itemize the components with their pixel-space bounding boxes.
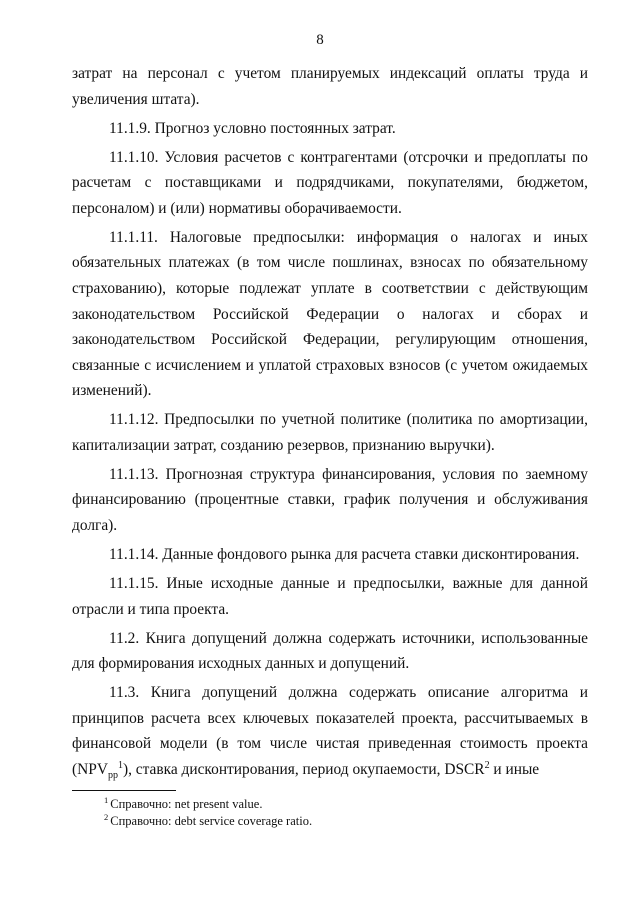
paragraph-11-1-9: 11.1.9. Прогноз условно постоянных затрат. — [109, 119, 396, 137]
paragraph-11-3-text-middle: ), ставка дисконтирования, период окупаемости, — [122, 760, 445, 778]
paragraph-11-3-text-start: 11.3. Книга допущений должна содержать описание алгоритма и принципов расчета всех ключевых показателей проекта, рассчитываемых в финансовой модели (в том числе чистая приведенная стоимость проекта ( — [72, 684, 588, 778]
footnote-ref-2[interactable]: 2 — [484, 759, 490, 771]
paragraph-11-2: 11.2. Книга допущений должна содержать источники, использованные для формирования исходных данных и допущений. — [72, 629, 588, 673]
dscr-abbreviation: DSCR — [444, 760, 485, 778]
paragraph-11-1-14: 11.1.14. Данные фондового рынка для расчета ставки дисконтирования. — [109, 546, 580, 564]
footnotes — [104, 796, 584, 830]
footnote-2 — [104, 813, 584, 830]
footnote-separator — [72, 790, 176, 791]
paragraph-11-1-11: 11.1.11. Налоговые предпосылки: информация о налогах и иных обязательных платежах (в том числе пошлинах, взносах по обязательному страхованию), которые подлежат уплате в соответствии с действующим законодательством Российской Федерации о налогах и сборах и законодательством Российской Федерации, регулирующим отношения, связанные с исчислением и уплатой страховых взносов (с учетом ожидаемых изменений). — [72, 228, 588, 400]
npv-abbreviation: NPV — [77, 760, 108, 778]
paragraph-11-1-12: 11.1.12. Предпосылки по учетной политике (политика по амортизации, капитализации затрат, созданию резервов, признанию выручки). — [72, 411, 588, 454]
footnote-2-text: Справочно: debt service coverage ratio. — [110, 814, 313, 828]
paragraph-11-1-15: 11.1.15. Иные исходные данные и предпосылки, важные для данной отрасли и типа проекта. — [72, 575, 588, 618]
paragraph-continuation: затрат на персонал с учетом планируемых индексаций оплаты труда и увеличения штата). — [72, 65, 588, 108]
paragraph-11-3 — [72, 680, 588, 782]
page-number: 8 — [316, 32, 324, 48]
footnote-1-number: 1 — [104, 794, 109, 805]
paragraph-11-1-10: 11.1.10. Условия расчетов с контрагентами (отсрочки и предоплаты по расчетам с поставщиками и подрядчиками, покупателями, бюджетом, персоналом) и (или) нормативы оборачиваемости. — [72, 148, 588, 217]
paragraph-11-3-text-end: и иные — [489, 760, 540, 778]
footnote-2-number: 2 — [104, 811, 109, 822]
npv-subscript: pp — [107, 770, 118, 782]
footnote-1-text: Справочно: net present value. — [110, 797, 263, 811]
footnote-1 — [104, 796, 584, 813]
document-body — [72, 61, 588, 786]
footnote-ref-1[interactable]: 1 — [117, 759, 123, 771]
paragraph-11-1-13: 11.1.13. Прогнозная структура финансирования, условия по заемному финансированию (процентные ставки, график получения и обслуживания долга). — [72, 465, 588, 535]
